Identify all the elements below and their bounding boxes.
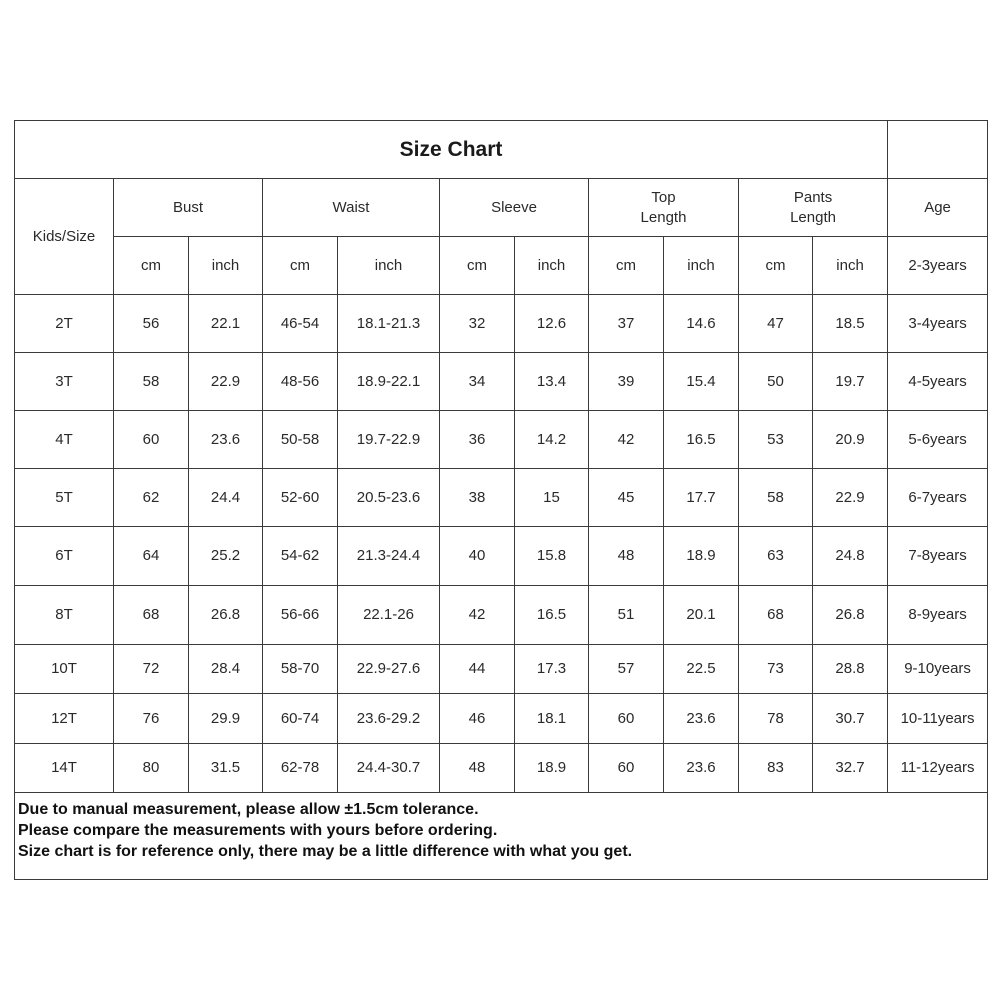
row-size: 14T [15,744,114,793]
unit-inch: inch [515,237,589,295]
sleeve-inch-cell: 12.6 [515,295,589,353]
top-length-cm-cell: 60 [589,694,664,744]
notes-cell [15,793,988,880]
waist-inch-cell: 19.7-22.9 [338,411,440,469]
table-row [15,586,988,645]
unit-cm: cm [739,237,813,295]
table-row [15,527,988,586]
bust-cm-cell: 58 [114,353,189,411]
bust-cm-cell: 56 [114,295,189,353]
pants-length-cm-cell: 47 [739,295,813,353]
top-length-cm-cell: 45 [589,469,664,527]
sleeve-cm-cell: 40 [440,527,515,586]
bust-cm-cell: 60 [114,411,189,469]
pants-length-inch-cell: 24.8 [813,527,888,586]
age-cell: 11-12years [888,744,988,793]
pants-length-cm-cell: 50 [739,353,813,411]
bust-inch-cell: 25.2 [189,527,263,586]
pants-length-inch-cell: 22.9 [813,469,888,527]
row-size: 8T [15,586,114,645]
row-size: 3T [15,353,114,411]
waist-inch-cell: 22.9-27.6 [338,645,440,694]
pants-length-inch-cell: 28.8 [813,645,888,694]
sleeve-inch-cell: 18.9 [515,744,589,793]
note-line: Please compare the measurements with yours before ordering. [18,822,498,839]
sleeve-cm-cell: 34 [440,353,515,411]
waist-inch-cell: 24.4-30.7 [338,744,440,793]
bust-inch-cell: 31.5 [189,744,263,793]
bust-inch-cell: 22.1 [189,295,263,353]
unit-cm: cm [440,237,515,295]
top-length-cm-cell: 57 [589,645,664,694]
waist-inch-cell: 22.1-26 [338,586,440,645]
top-length-cm-cell: 42 [589,411,664,469]
pants-length-cm-cell: 73 [739,645,813,694]
sleeve-cm-cell: 44 [440,645,515,694]
note-line: Size chart is for reference only, there may be a little difference with what you get. [18,843,633,860]
table-row [15,645,988,694]
row-size: 5T [15,469,114,527]
waist-inch-cell: 18.9-22.1 [338,353,440,411]
bust-inch-cell: 24.4 [189,469,263,527]
header-row-units [15,237,988,295]
waist-inch-cell: 20.5-23.6 [338,469,440,527]
header-kids-size: Kids/Size [15,179,114,295]
sleeve-inch-cell: 18.1 [515,694,589,744]
sleeve-cm-cell: 36 [440,411,515,469]
bust-cm-cell: 76 [114,694,189,744]
top-length-inch-cell: 16.5 [664,411,739,469]
top-length-inch-cell: 15.4 [664,353,739,411]
unit-inch: inch [664,237,739,295]
top-length-cm-cell: 48 [589,527,664,586]
bust-inch-cell: 26.8 [189,586,263,645]
top-length-inch-cell: 17.7 [664,469,739,527]
age-cell: 7-8years [888,527,988,586]
top-length-cm-cell: 51 [589,586,664,645]
bust-cm-cell: 72 [114,645,189,694]
age-cell: 10-11years [888,694,988,744]
top-length-inch-cell: 14.6 [664,295,739,353]
unit-inch: inch [189,237,263,295]
unit-inch: inch [338,237,440,295]
header-pants-length: Pants Length [739,179,888,237]
pants-length-cm-cell: 53 [739,411,813,469]
size-chart-table [14,120,988,880]
pants-length-inch-cell: 18.5 [813,295,888,353]
table-row [15,744,988,793]
waist-cm-cell: 58-70 [263,645,338,694]
sleeve-cm-cell: 42 [440,586,515,645]
table-row [15,295,988,353]
table-row [15,411,988,469]
waist-cm-cell: 60-74 [263,694,338,744]
pants-length-inch-cell: 32.7 [813,744,888,793]
note-line: Due to manual measurement, please allow ±1.5cm tolerance. [18,801,479,818]
unit-cm: cm [263,237,338,295]
waist-cm-cell: 48-56 [263,353,338,411]
pants-length-inch-cell: 30.7 [813,694,888,744]
top-length-inch-cell: 18.9 [664,527,739,586]
waist-cm-cell: 54-62 [263,527,338,586]
top-length-inch-cell: 23.6 [664,744,739,793]
table-row [15,694,988,744]
chart-title: Size Chart [15,121,888,179]
age-cell: 5-6years [888,411,988,469]
waist-inch-cell: 21.3-24.4 [338,527,440,586]
sleeve-cm-cell: 38 [440,469,515,527]
top-length-inch-cell: 20.1 [664,586,739,645]
waist-cm-cell: 52-60 [263,469,338,527]
table-row [15,469,988,527]
sleeve-inch-cell: 15 [515,469,589,527]
sleeve-inch-cell: 17.3 [515,645,589,694]
top-length-inch-cell: 23.6 [664,694,739,744]
top-length-cm-cell: 39 [589,353,664,411]
bust-cm-cell: 64 [114,527,189,586]
header-age: Age [888,179,988,237]
pants-length-inch-cell: 19.7 [813,353,888,411]
age-cell: 3-4years [888,295,988,353]
bust-inch-cell: 23.6 [189,411,263,469]
age-cell: 8-9years [888,586,988,645]
age-first-cell: 2-3years [888,237,988,295]
sleeve-cm-cell: 32 [440,295,515,353]
title-empty-cell [888,121,988,179]
sleeve-inch-cell: 15.8 [515,527,589,586]
unit-inch: inch [813,237,888,295]
unit-cm: cm [589,237,664,295]
sleeve-cm-cell: 48 [440,744,515,793]
row-size: 10T [15,645,114,694]
sleeve-inch-cell: 13.4 [515,353,589,411]
bust-inch-cell: 22.9 [189,353,263,411]
top-length-inch-cell: 22.5 [664,645,739,694]
row-size: 12T [15,694,114,744]
pants-length-cm-cell: 58 [739,469,813,527]
row-size: 4T [15,411,114,469]
pants-length-cm-cell: 63 [739,527,813,586]
bust-cm-cell: 80 [114,744,189,793]
row-size: 2T [15,295,114,353]
header-sleeve: Sleeve [440,179,589,237]
header-row-categories [15,179,988,237]
row-size: 6T [15,527,114,586]
sleeve-inch-cell: 14.2 [515,411,589,469]
header-bust: Bust [114,179,263,237]
waist-inch-cell: 23.6-29.2 [338,694,440,744]
bust-cm-cell: 62 [114,469,189,527]
waist-cm-cell: 56-66 [263,586,338,645]
top-length-cm-cell: 60 [589,744,664,793]
header-waist: Waist [263,179,440,237]
age-cell: 6-7years [888,469,988,527]
sleeve-inch-cell: 16.5 [515,586,589,645]
pants-length-cm-cell: 68 [739,586,813,645]
age-cell: 9-10years [888,645,988,694]
pants-length-cm-cell: 83 [739,744,813,793]
header-top-length: Top Length [589,179,739,237]
table-row [15,353,988,411]
waist-cm-cell: 50-58 [263,411,338,469]
pants-length-inch-cell: 26.8 [813,586,888,645]
sleeve-cm-cell: 46 [440,694,515,744]
notes-row [15,793,988,880]
waist-cm-cell: 62-78 [263,744,338,793]
waist-cm-cell: 46-54 [263,295,338,353]
age-cell: 4-5years [888,353,988,411]
bust-cm-cell: 68 [114,586,189,645]
pants-length-inch-cell: 20.9 [813,411,888,469]
bust-inch-cell: 29.9 [189,694,263,744]
unit-cm: cm [114,237,189,295]
top-length-cm-cell: 37 [589,295,664,353]
pants-length-cm-cell: 78 [739,694,813,744]
title-row [15,121,988,179]
waist-inch-cell: 18.1-21.3 [338,295,440,353]
bust-inch-cell: 28.4 [189,645,263,694]
